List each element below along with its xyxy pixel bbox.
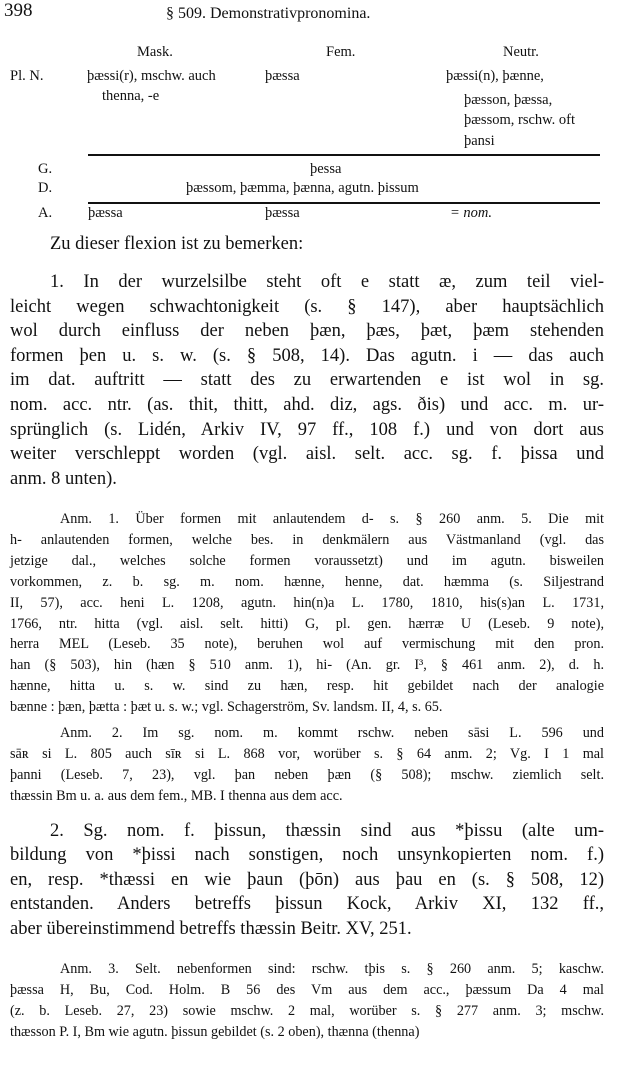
- paragraph-2-line: aber übereinstimmend betreffs thæssin Beitr. XV, 251.: [10, 918, 412, 939]
- pl-n-neutr-4: þansi: [464, 133, 495, 149]
- paragraph-1-line: anm. 8 unten).: [10, 468, 117, 489]
- note-1-line: herra MEL (Leseb. 35 note), beruhen wol auf vermischung mit den pron.: [10, 636, 604, 653]
- note-2-line: thæssin Bm u. a. aus dem fem., MB. I thenna aus dem acc.: [10, 787, 343, 804]
- page-number: 398: [4, 0, 33, 21]
- paragraph-1-line: nom. acc. ntr. (as. thit, thitt, ahd. diz, ags. ðis) und acc. m. ur-: [10, 395, 604, 415]
- note-1-line: Anm. 1. Über formen mit anlautendem d- s. § 260 anm. 5. Die mit: [60, 511, 604, 527]
- note-3-line: (z. b. Leseb. 27, 23) sowie mschw. 2 mal, worüber s. § 277 anm. 3; mschw.: [10, 1002, 604, 1019]
- row-label-d: D.: [38, 180, 53, 196]
- brace-line: [88, 202, 600, 204]
- a-fem: þæssa: [265, 205, 300, 221]
- column-header-neutr: Neutr.: [503, 44, 539, 60]
- running-header: § 509. Demonstrativpronomina.: [166, 5, 371, 22]
- paragraph-1-line: 1. In der wurzelsilbe steht oft e statt æ, zum teil viel-: [50, 272, 604, 292]
- paragraph-2-line: entstanden. Anders betreffs þissun Kock, Arkiv XI, 132 ff.,: [10, 894, 604, 915]
- intro-line: Zu dieser flexion ist zu bemerken:: [50, 234, 304, 254]
- a-mask: þæssa: [88, 205, 123, 221]
- row-label-g: G.: [38, 161, 53, 177]
- paragraph-1-line: weiter verschleppt worden (vgl. aisl. selt. acc. sg. f. þissa und: [10, 444, 604, 465]
- note-3-line: þæssa H, Bu, Cod. Holm. B 56 des Vm aus dem acc., þæssum Da 4 mal: [10, 981, 604, 998]
- note-1-line: h- anlautenden formen, welche bes. in denkmälern aus Västmanland (vgl. das: [10, 531, 604, 548]
- pl-n-mask-cont: thenna, -e: [102, 88, 160, 104]
- note-1-line: jetzige dal., welches solche formen voraussetzt) und im agutn. bisweilen: [10, 552, 604, 569]
- paragraph-2-line: bildung von *þissi nach sonstigen, noch unsynkopierten nom. f.): [10, 845, 604, 866]
- note-2-line: þanni (Leseb. 7, 23), vgl. þan neben þæn (§ 508); mschw. ziemlich selt.: [10, 766, 604, 783]
- paragraph-2-line: en, resp. *thæssi en wie þaun (þōn) aus þau en (s. § 508, 12): [10, 869, 604, 890]
- paragraph-1-line: im dat. auftritt — statt des zu erwartenden e ist wol in sg.: [10, 370, 604, 391]
- row-label-pl-n: Pl. N.: [10, 68, 44, 84]
- column-header-mask: Mask.: [137, 44, 173, 60]
- note-3-line: thæsson P. I, Bm wie agutn. þissun gebildet (s. 2 oben), thænna (thenna): [10, 1023, 420, 1040]
- note-1-line: hænne, hitta u. s. w. sind zu hæn, resp. hit gebildet nach der analogie: [10, 678, 604, 695]
- note-1-line: bænne : þæn, þætta : þæt u. s. w.; vgl. Schagerström, Sv. landsm. II, 4, s. 65.: [10, 699, 443, 716]
- pl-n-mask: þæssi(r), mschw. auch: [87, 68, 216, 84]
- note-2-line: sāʀ si L. 805 auch sīʀ si L. 868 vor, worüber s. § 64 anm. 2; Vg. I 1 mal: [10, 745, 604, 762]
- paragraph-1-line: wol durch einfluss der neben þæn, þæs, þæt, þæm stehenden: [10, 321, 604, 342]
- paragraph-1-line: sprünglich (s. Lidén, Arkiv IV, 97 ff., 108 f.) und von dort aus: [10, 419, 604, 440]
- brace-line: [88, 154, 600, 156]
- g-all: þessa: [310, 161, 342, 177]
- pl-n-neutr-3: þæssom, rschw. oft: [464, 112, 576, 128]
- paragraph-2-line: 2. Sg. nom. f. þissun, thæssin sind aus *þissu (alte um-: [50, 821, 604, 841]
- note-1-line: han (§ 503), hin (hæn § 510 anm. 1), hi- (An. gr. I³, § 461 anm. 2), d. h.: [10, 657, 604, 674]
- note-1-line: II, 57), acc. heni L. 1208, agutn. hin(n)a L. 1780, 1810, his(s)an L. 1731,: [10, 594, 604, 611]
- paragraph-1-line: formen þen u. s. w. (s. § 508, 14). Das agutn. i — das auch: [10, 345, 604, 366]
- note-1-line: vorkommen, z. b. sg. m. nom. hænne, henne, dat. hæmma (s. Siljestrand: [10, 573, 604, 590]
- d-all: þæssom, þæmma, þænna, agutn. þissum: [186, 180, 419, 196]
- row-label-a: A.: [38, 205, 53, 221]
- a-neutr: = nom.: [450, 205, 493, 221]
- pl-n-neutr-2: þæsson, þæssa,: [464, 92, 553, 108]
- note-2-line: Anm. 2. Im sg. nom. m. kommt rschw. neben sāsi L. 596 und: [60, 725, 604, 741]
- pl-n-neutr: þæssi(n), þænne,: [446, 68, 544, 84]
- note-1-line: 1766, ntr. hitta (vgl. aisl. selt. hitti) G, pl. gen. hærræ U (Leseb. 9 note),: [10, 615, 604, 632]
- pl-n-fem: þæssa: [265, 68, 300, 84]
- note-3-line: Anm. 3. Selt. nebenformen sind: rschw. tþis s. § 260 anm. 5; kaschw.: [60, 961, 604, 977]
- paragraph-1-line: leicht wegen schwachtonigkeit (s. § 147), aber hauptsächlich: [10, 296, 604, 317]
- column-header-fem: Fem.: [326, 44, 356, 60]
